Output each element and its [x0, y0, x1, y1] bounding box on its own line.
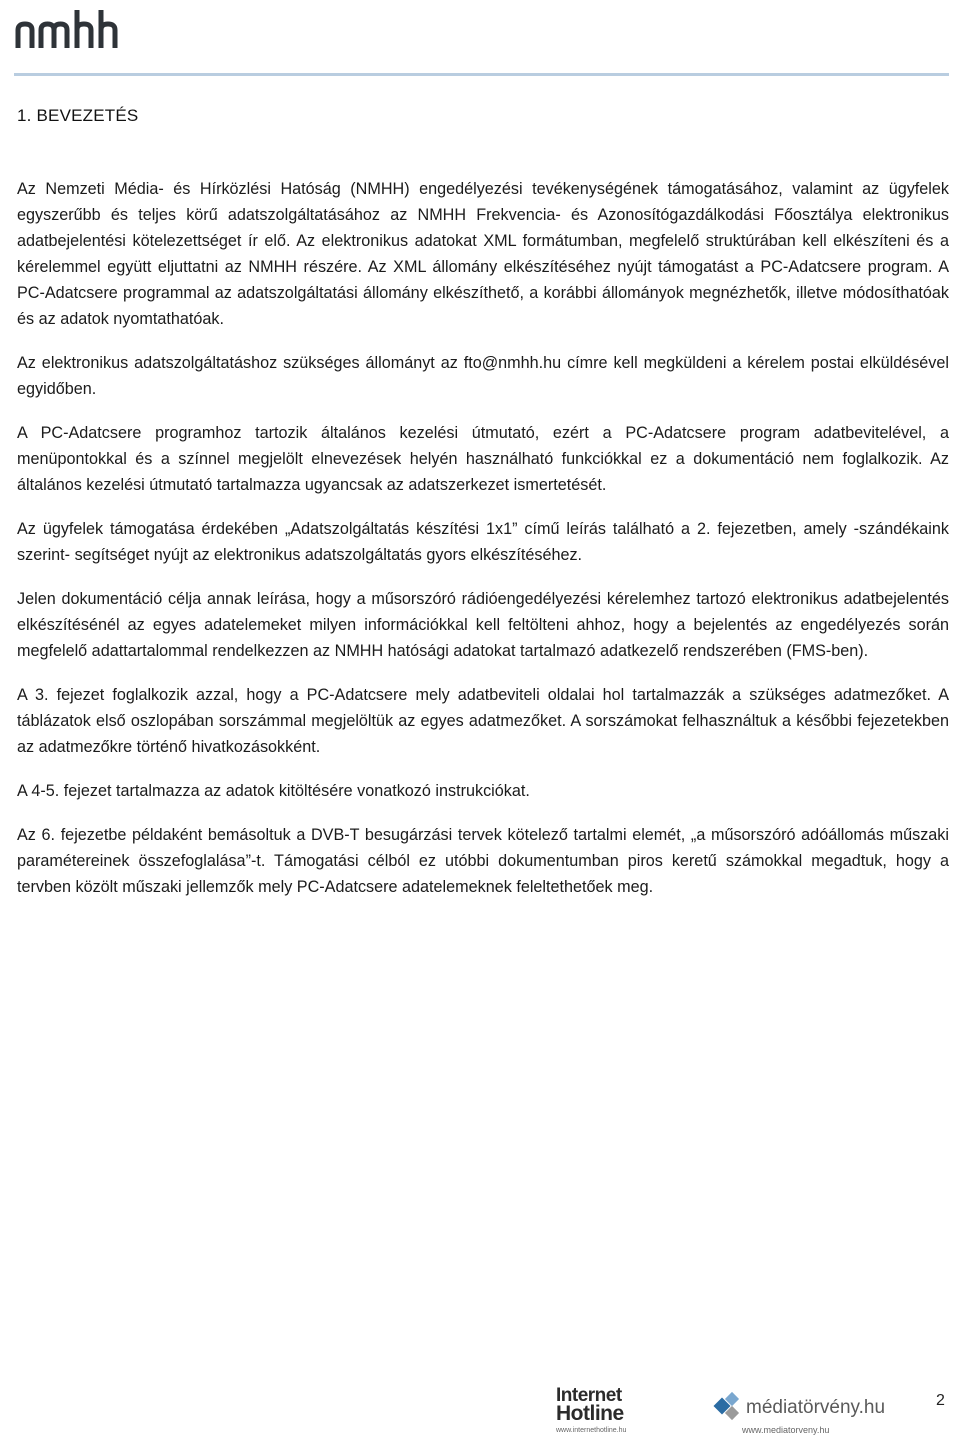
paragraph: Jelen dokumentáció célja annak leírása, hogy a műsorszóró rádióengedélyezési kérelemhez tartozó elektronikus adatbejelentés elkészítésénél az egyes adatelemeket milyen információkkal kell feltölteni ahhoz, hogy a bejelentés az engedélyezés során megfelelő adattartalommal rendelkezzen az NMHH hatósági adatokat tartalmazó adatkezelő rendszerében (FMS-ben). [17, 590, 949, 660]
mediatorveny-name: médiatörvény.hu [746, 1397, 886, 1418]
paragraph: A 4-5. fejezet tartalmazza az adatok kitöltésére vonatkozó instrukciókat. [17, 782, 530, 800]
internet-hotline-line1: Internet [556, 1385, 622, 1406]
section-heading: 1. BEVEZETÉS [17, 106, 139, 125]
diamond-mark-icon [714, 1392, 740, 1420]
paragraph: A PC-Adatcsere programhoz tartozik általános kezelési útmutató, ezért a PC-Adatcsere program adatbevitelével, a menüpontokkal és a színnel megjelölt elnevezések helyén használható funkciókkal ez a dokumentáció nem foglalkozik. Az általános kezelési útmutató tartalmazza ugyancsak az adatszerkezet ismertetését. [17, 424, 949, 494]
internet-hotline-line2: Hotline [556, 1402, 624, 1425]
nmhh-logo [14, 4, 134, 50]
document-body [17, 176, 949, 918]
paragraph: Az ügyfelek támogatása érdekében „Adatszolgáltatás készítési 1x1” című leírás található a 2. fejezetben, amely -szándékaink szerint- segítséget nyújt az elektronikus adatszolgáltatás gyors elkészítéséhez. [17, 520, 949, 564]
internet-hotline-url: www.internethotline.hu [556, 1427, 627, 1434]
paragraph: Az elektronikus adatszolgáltatáshoz szükséges állományt az fto@nmhh.hu címre kell megküldeni a kérelem postai elküldésével egyidőben. [17, 354, 949, 398]
internet-hotline-logo [556, 1384, 686, 1436]
header-rule [14, 73, 949, 76]
paragraph: Az 6. fejezetbe példaként bemásoltuk a DVB-T besugárzási tervek kötelező tartalmi elemét, „a műsorszóró adóállomás műszaki paramétereinek összefoglalása”-t. Támogatási célból ez utóbbi dokumentumban piros keretű számokkal megadtuk, hogy a tervben közölt műszaki jellemzők mely PC-Adatcsere adatelemeknek feleltethetőek meg. [17, 826, 949, 896]
paragraph: A 3. fejezet foglalkozik azzal, hogy a PC-Adatcsere mely adatbeviteli oldalai hol tartalmazzák a szükséges adatmezőket. A táblázatok első oszlopában sorszámmal megjelöltük az egyes adatmezőket. A sorszámokat felhasználtuk a későbbi fejezetekben az adatmezőkre történő hivatkozásokként. [17, 686, 949, 756]
page-number: 2 [936, 1392, 945, 1409]
mediatorveny-url: www.mediatorveny.hu [742, 1425, 830, 1435]
mediatorveny-logo [712, 1386, 912, 1438]
paragraph: Az Nemzeti Média- és Hírközlési Hatóság (NMHH) engedélyezési tevékenységének támogatásához, valamint az ügyfelek egyszerűbb és teljes körű adatszolgáltatásához az NMHH Frekvencia- és Azonosítógazdálkodási Főosztálya elektronikus adatbejelentési kötelezettséget ír elő. Az elektronikus adatokat XML formátumban, megfelelő struktúrában kell elkészíteni és a kérelemmel együtt eljuttatni az NMHH részére. Az XML állomány elkészítéséhez nyújt támogatást a PC-Adatcsere program. A PC-Adatcsere programmal az adatszolgáltatási állomány elkészíthető, a korábbi állományok megnézhetők, illetve módosíthatóak és az adatok nyomtathatóak. [17, 180, 949, 328]
